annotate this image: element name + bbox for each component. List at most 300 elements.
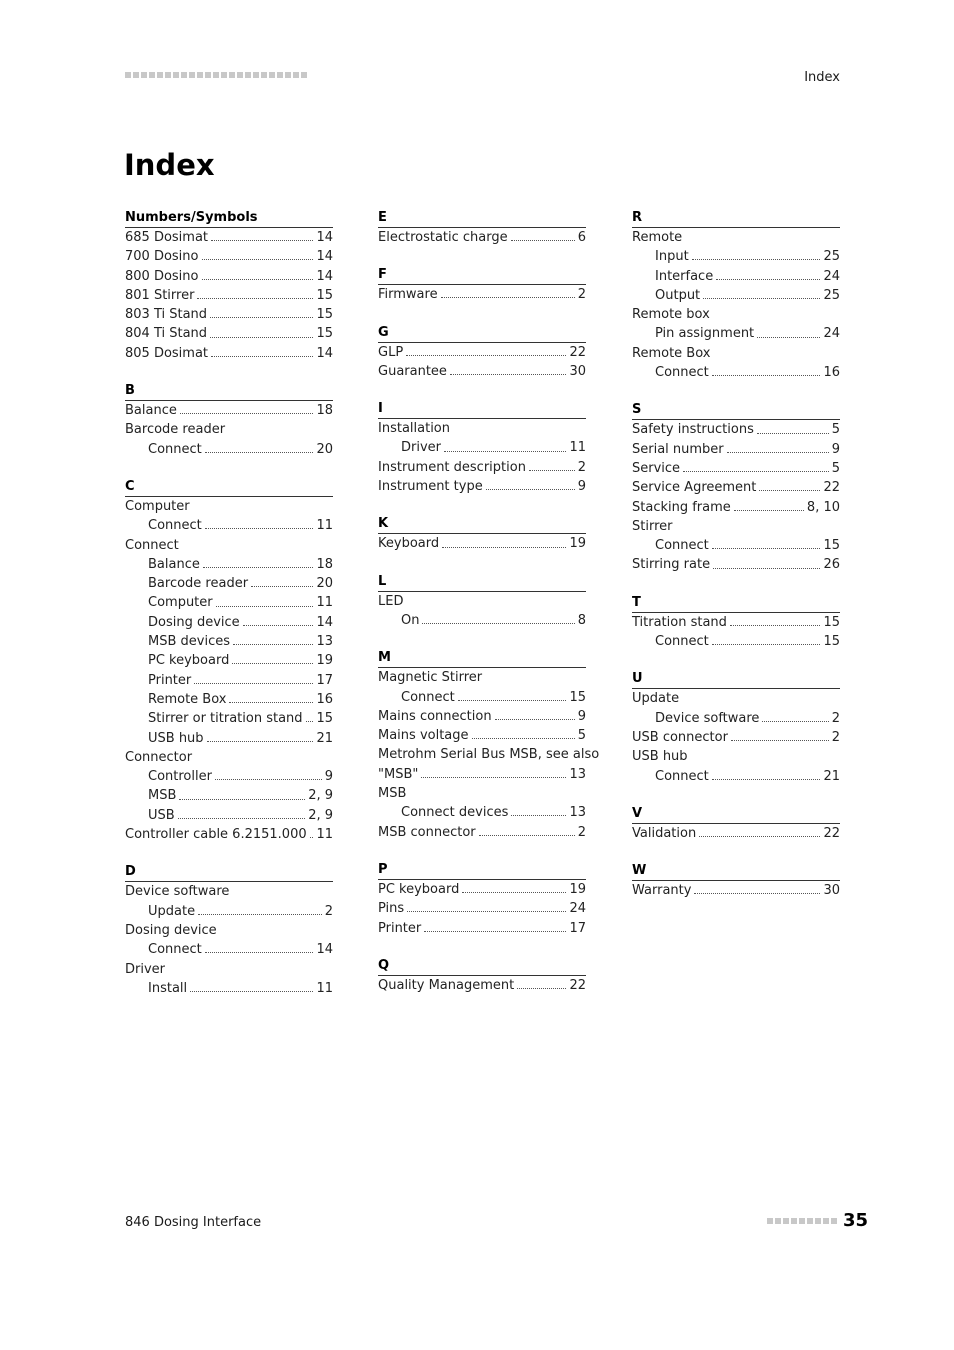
index-entry[interactable]: [378, 228, 586, 247]
index-entry[interactable]: [632, 536, 840, 555]
entry-label: Controller cable 6.2151.000: [125, 827, 307, 843]
section-heading: U: [632, 670, 840, 689]
entry-page: 17: [316, 672, 333, 688]
dot-leader: [442, 547, 566, 548]
index-entry[interactable]: [632, 747, 840, 766]
entry-label: Stirrer or titration stand: [148, 711, 303, 727]
entry-label: Electrostatic charge: [378, 230, 508, 245]
entry-page: 19: [569, 881, 586, 897]
entry-page: 21: [823, 768, 840, 784]
entry-label: LED: [378, 593, 404, 609]
index-entry[interactable]: [125, 286, 333, 305]
index-entry[interactable]: [125, 940, 333, 959]
entry-label: PC keyboard: [148, 653, 230, 669]
entry-label: Connect: [655, 634, 709, 650]
entry-label: Driver: [401, 440, 442, 456]
index-entry[interactable]: [378, 803, 586, 822]
entry-label: MSB: [378, 786, 407, 802]
entry-label: Installation: [378, 421, 451, 437]
entry-label: Mains connection: [378, 708, 492, 724]
decor-square: [237, 72, 243, 78]
decor-square: [181, 72, 187, 78]
entry-page: 15: [823, 634, 840, 650]
entry-label: Remote box: [632, 307, 710, 323]
dot-leader: [406, 355, 566, 356]
dot-leader: [731, 740, 829, 741]
index-entry[interactable]: [125, 344, 333, 363]
entry-page: 18: [316, 556, 333, 572]
entry-label: 804 Ti Stand: [125, 326, 208, 342]
index-entry[interactable]: [378, 899, 586, 918]
entry-page: 19: [316, 653, 333, 669]
index-entry[interactable]: [378, 477, 586, 496]
entry-page: 15: [316, 307, 333, 323]
decor-square: [277, 72, 283, 78]
entry-label: Remote Box: [632, 345, 711, 361]
index-entry[interactable]: [378, 880, 586, 899]
entry-page: 2: [577, 287, 586, 303]
dot-leader: [422, 623, 574, 624]
entry-label: Connect: [655, 365, 709, 381]
index-section: [632, 209, 840, 382]
entry-page: 20: [316, 576, 333, 592]
section-heading: L: [378, 573, 586, 592]
dot-leader: [205, 952, 314, 953]
entry-label: Firmware: [378, 287, 438, 303]
decor-square: [141, 72, 147, 78]
entry-page: 8, 10: [806, 499, 840, 515]
dot-leader: [205, 452, 314, 453]
index-entry[interactable]: [125, 806, 333, 825]
entry-label: Balance: [148, 556, 200, 572]
section-heading: C: [125, 478, 333, 497]
entry-label: Printer: [378, 920, 422, 936]
decor-square: [133, 72, 139, 78]
entry-page: 30: [569, 363, 586, 379]
section-heading: D: [125, 863, 333, 882]
entry-page: 2: [324, 903, 333, 919]
entry-label: PC keyboard: [378, 881, 460, 897]
entry-page: 9: [831, 441, 840, 457]
index-entry[interactable]: [378, 285, 586, 304]
dot-leader: [407, 911, 566, 912]
index-entry[interactable]: [632, 267, 840, 286]
index-entry[interactable]: [125, 960, 333, 979]
index-entry[interactable]: [125, 748, 333, 767]
entry-label: Quality Management: [378, 977, 515, 993]
entry-label: MSB connector: [378, 824, 476, 840]
index-section: [632, 862, 840, 900]
dot-leader: [424, 931, 566, 932]
entry-label: Pins: [378, 901, 405, 917]
entry-label: 700 Dosino: [125, 249, 199, 265]
decor-square: [189, 72, 195, 78]
decor-square: [783, 1218, 789, 1224]
index-entry[interactable]: [125, 882, 333, 901]
index-section: [632, 594, 840, 652]
dot-leader: [683, 471, 829, 472]
entry-label: Remote: [632, 230, 683, 245]
entry-label: Dosing device: [148, 614, 240, 630]
entry-label: Update: [632, 691, 680, 707]
entry-page: 22: [569, 344, 586, 360]
index-entry[interactable]: [378, 745, 600, 764]
entry-label: Instrument description: [378, 459, 526, 475]
dot-leader: [180, 413, 314, 414]
decor-square: [301, 72, 307, 78]
index-section: [378, 515, 586, 553]
dot-leader: [699, 836, 820, 837]
entry-label: Connector: [125, 749, 193, 765]
entry-page: 13: [569, 766, 586, 782]
section-heading: Q: [378, 957, 586, 976]
index-entry[interactable]: [632, 613, 840, 632]
decor-square: [261, 72, 267, 78]
index-entry[interactable]: [632, 440, 840, 459]
entry-label: Controller: [148, 769, 212, 785]
entry-label: Dosing device: [125, 922, 217, 938]
decor-square: [775, 1218, 781, 1224]
dot-leader: [203, 567, 314, 568]
decor-square: [269, 72, 275, 78]
dot-leader: [211, 240, 313, 241]
index-entry[interactable]: [125, 401, 333, 420]
decor-square: [245, 72, 251, 78]
dot-leader: [517, 988, 566, 989]
index-section: [378, 266, 586, 304]
entry-label: 685 Dosimat: [125, 230, 209, 245]
header-decoration: [125, 72, 307, 78]
index-entry[interactable]: [125, 671, 333, 690]
index-entry[interactable]: [125, 420, 333, 439]
index-entry[interactable]: [378, 688, 586, 707]
index-entry[interactable]: [378, 362, 586, 381]
index-entry[interactable]: [632, 286, 840, 305]
dot-leader: [712, 644, 821, 645]
decor-square: [815, 1218, 821, 1224]
entry-label: Guarantee: [378, 363, 447, 379]
index-entry[interactable]: [125, 497, 333, 516]
entry-page: 13: [569, 805, 586, 821]
entry-label: Stacking frame: [632, 499, 731, 515]
decor-square: [165, 72, 171, 78]
index-entry[interactable]: [632, 498, 840, 517]
index-section: [632, 805, 840, 843]
section-heading: S: [632, 401, 840, 420]
entry-page: 2: [577, 459, 586, 475]
entry-label: Computer: [148, 595, 213, 611]
decor-square: [799, 1218, 805, 1224]
header-section-title: Index: [804, 70, 840, 85]
index-entry[interactable]: [125, 767, 333, 786]
entry-page: 5: [831, 422, 840, 438]
index-entry[interactable]: [125, 825, 333, 844]
dot-leader: [713, 568, 820, 569]
index-entry[interactable]: [378, 458, 586, 477]
dot-leader: [759, 490, 820, 491]
entry-page: 15: [316, 711, 333, 727]
decor-square: [253, 72, 259, 78]
footer-document-name: 846 Dosing Interface: [125, 1215, 262, 1230]
index-entry[interactable]: [378, 419, 586, 438]
dot-leader: [486, 489, 575, 490]
entry-page: 14: [316, 614, 333, 630]
index-entry[interactable]: [125, 613, 333, 632]
entry-label: Balance: [125, 403, 177, 419]
index-entry[interactable]: [378, 976, 586, 995]
index-column-1: [125, 209, 333, 1017]
section-heading: Numbers/Symbols: [125, 209, 333, 228]
decor-square: [157, 72, 163, 78]
dot-leader: [215, 779, 322, 780]
entry-page: 19: [569, 536, 586, 552]
index-entry[interactable]: [632, 305, 840, 324]
index-entry[interactable]: [125, 902, 333, 921]
dot-leader: [458, 700, 567, 701]
index-entry[interactable]: [125, 729, 333, 748]
entry-page: 15: [569, 689, 586, 705]
index-entry[interactable]: [125, 267, 333, 286]
index-entry[interactable]: [125, 979, 333, 998]
index-entry[interactable]: [632, 689, 840, 708]
dot-leader: [511, 240, 575, 241]
index-entry[interactable]: [125, 440, 333, 459]
entry-label: Titration stand: [632, 614, 727, 630]
decor-square: [285, 72, 291, 78]
dot-leader: [734, 510, 804, 511]
dot-leader: [210, 337, 313, 338]
entry-label: Service: [632, 460, 681, 476]
section-heading: P: [378, 861, 586, 880]
dot-leader: [211, 356, 313, 357]
decor-square: [791, 1218, 797, 1224]
entry-page: 24: [823, 268, 840, 284]
index-entry[interactable]: [125, 305, 333, 324]
entry-label: USB hub: [632, 749, 688, 765]
entry-page: 22: [569, 977, 586, 993]
index-entry[interactable]: [632, 824, 840, 843]
dot-leader: [179, 799, 305, 800]
index-entry[interactable]: [125, 593, 333, 612]
decor-square: [213, 72, 219, 78]
entry-label: Connect: [148, 942, 202, 958]
section-heading: K: [378, 515, 586, 534]
index-entry[interactable]: [125, 709, 333, 728]
entry-label: Remote Box: [148, 691, 227, 707]
dot-leader: [243, 625, 314, 626]
entry-label: MSB devices: [148, 634, 230, 650]
dot-leader: [178, 818, 306, 819]
entry-label: On: [401, 612, 420, 628]
index-entry[interactable]: [125, 921, 333, 940]
dot-leader: [712, 779, 821, 780]
dot-leader: [694, 893, 820, 894]
index-entry[interactable]: [378, 668, 586, 687]
index-entry[interactable]: [378, 343, 586, 362]
index-entry[interactable]: [632, 728, 840, 747]
index-entry[interactable]: [632, 247, 840, 266]
dot-leader: [472, 738, 575, 739]
entry-label: USB: [148, 807, 175, 823]
index-entry[interactable]: [378, 726, 586, 745]
entry-label: Safety instructions: [632, 422, 754, 438]
decor-square: [767, 1218, 773, 1224]
index-entry[interactable]: [125, 247, 333, 266]
index-entry[interactable]: [632, 228, 840, 247]
entry-page: 15: [316, 326, 333, 342]
dot-leader: [757, 337, 820, 338]
index-entry[interactable]: [632, 324, 840, 343]
entry-page: 24: [823, 326, 840, 342]
index-entry[interactable]: [125, 228, 333, 247]
index-entry[interactable]: [378, 765, 586, 784]
entry-page: 18: [316, 403, 333, 419]
index-entry[interactable]: [378, 438, 586, 457]
entry-page: 11: [316, 518, 333, 534]
entry-label: Barcode reader: [125, 422, 226, 438]
index-entry[interactable]: [125, 632, 333, 651]
index-section: [125, 863, 333, 998]
index-section: [378, 573, 586, 631]
index-section: [378, 649, 600, 842]
dot-leader: [462, 892, 566, 893]
decor-square: [221, 72, 227, 78]
index-entry[interactable]: [378, 534, 586, 553]
decor-square: [197, 72, 203, 78]
entry-label: USB connector: [632, 729, 728, 745]
index-entry[interactable]: [632, 881, 840, 900]
index-entry[interactable]: [632, 420, 840, 439]
index-entry[interactable]: [632, 344, 840, 363]
section-heading: T: [632, 594, 840, 613]
index-section: [378, 861, 586, 938]
index-entry[interactable]: [632, 709, 840, 728]
dot-leader: [730, 625, 821, 626]
dot-leader: [703, 298, 820, 299]
entry-page: 2: [831, 710, 840, 726]
entry-label: Stirrer: [632, 518, 673, 534]
dot-leader: [310, 837, 314, 838]
index-entry[interactable]: [632, 517, 840, 536]
entry-page: 20: [316, 441, 333, 457]
index-entry[interactable]: [125, 651, 333, 670]
entry-page: 11: [316, 980, 333, 996]
entry-page: 2: [577, 824, 586, 840]
entry-page: 21: [316, 730, 333, 746]
index-entry[interactable]: [125, 690, 333, 709]
entry-page: 6: [577, 230, 586, 245]
entry-page: 13: [316, 634, 333, 650]
decor-square: [205, 72, 211, 78]
entry-label: Service Agreement: [632, 480, 757, 496]
index-entry[interactable]: [632, 632, 840, 651]
index-section: [125, 478, 333, 844]
entry-label: Connect: [148, 441, 202, 457]
index-entry[interactable]: [125, 555, 333, 574]
entry-page: 16: [823, 365, 840, 381]
dot-leader: [207, 741, 314, 742]
entry-page: 15: [316, 287, 333, 303]
section-heading: B: [125, 382, 333, 401]
index-entry[interactable]: [378, 707, 586, 726]
entry-label: Warranty: [632, 883, 692, 899]
dot-leader: [757, 433, 829, 434]
decor-square: [831, 1218, 837, 1224]
index-entry[interactable]: [125, 786, 333, 805]
entry-page: 26: [823, 557, 840, 573]
entry-page: 24: [569, 901, 586, 917]
entry-page: 11: [316, 827, 333, 843]
entry-label: MSB: [148, 788, 177, 804]
entry-page: 14: [316, 230, 333, 245]
index-entry[interactable]: [125, 574, 333, 593]
index-entry[interactable]: [378, 823, 586, 842]
entry-label: 805 Dosimat: [125, 345, 209, 361]
entry-label: USB hub: [148, 730, 204, 746]
entry-label: Instrument type: [378, 479, 483, 495]
dot-leader: [306, 721, 314, 722]
index-column-3: [632, 209, 840, 919]
index-entry[interactable]: [632, 767, 840, 786]
dot-leader: [441, 297, 575, 298]
entry-label: Barcode reader: [148, 576, 249, 592]
footer-decoration: [767, 1218, 837, 1224]
entry-page: 8: [577, 612, 586, 628]
entry-page: 22: [823, 825, 840, 841]
index-entry[interactable]: [125, 536, 333, 555]
entry-label: Install: [148, 980, 188, 996]
dot-leader: [210, 317, 313, 318]
index-entry[interactable]: [378, 784, 586, 803]
entry-page: 9: [324, 769, 333, 785]
section-heading: I: [378, 400, 586, 419]
index-entry[interactable]: [125, 516, 333, 535]
entry-page: 25: [823, 287, 840, 303]
dot-leader: [198, 914, 322, 915]
decor-square: [807, 1218, 813, 1224]
dot-leader: [762, 721, 828, 722]
entry-label: Update: [148, 903, 196, 919]
index-entry[interactable]: [632, 478, 840, 497]
entry-label: Connect: [125, 537, 179, 553]
section-heading: F: [378, 266, 586, 285]
entry-label: GLP: [378, 344, 404, 360]
entry-page: 25: [823, 249, 840, 265]
index-entry[interactable]: [378, 592, 586, 611]
index-entry[interactable]: [632, 459, 840, 478]
entry-label: Device software: [125, 884, 230, 900]
index-entry[interactable]: [632, 363, 840, 382]
entry-page: 14: [316, 345, 333, 361]
dot-leader: [712, 375, 821, 376]
entry-label: Computer: [125, 498, 190, 514]
dot-leader: [479, 835, 575, 836]
entry-label: 801 Stirrer: [125, 287, 195, 303]
index-entry[interactable]: [378, 611, 586, 630]
dot-leader: [202, 259, 314, 260]
entry-label: Connect: [401, 689, 455, 705]
entry-page: 2, 9: [308, 788, 333, 804]
section-heading: R: [632, 209, 840, 228]
entry-label: 800 Dosino: [125, 268, 199, 284]
index-entry[interactable]: [125, 324, 333, 343]
dot-leader: [727, 452, 829, 453]
entry-label: Connect: [655, 538, 709, 554]
index-entry[interactable]: [378, 919, 586, 938]
section-heading: E: [378, 209, 586, 228]
index-entry[interactable]: [632, 555, 840, 574]
entry-label: Metrohm Serial Bus MSB, see also: [378, 747, 600, 763]
